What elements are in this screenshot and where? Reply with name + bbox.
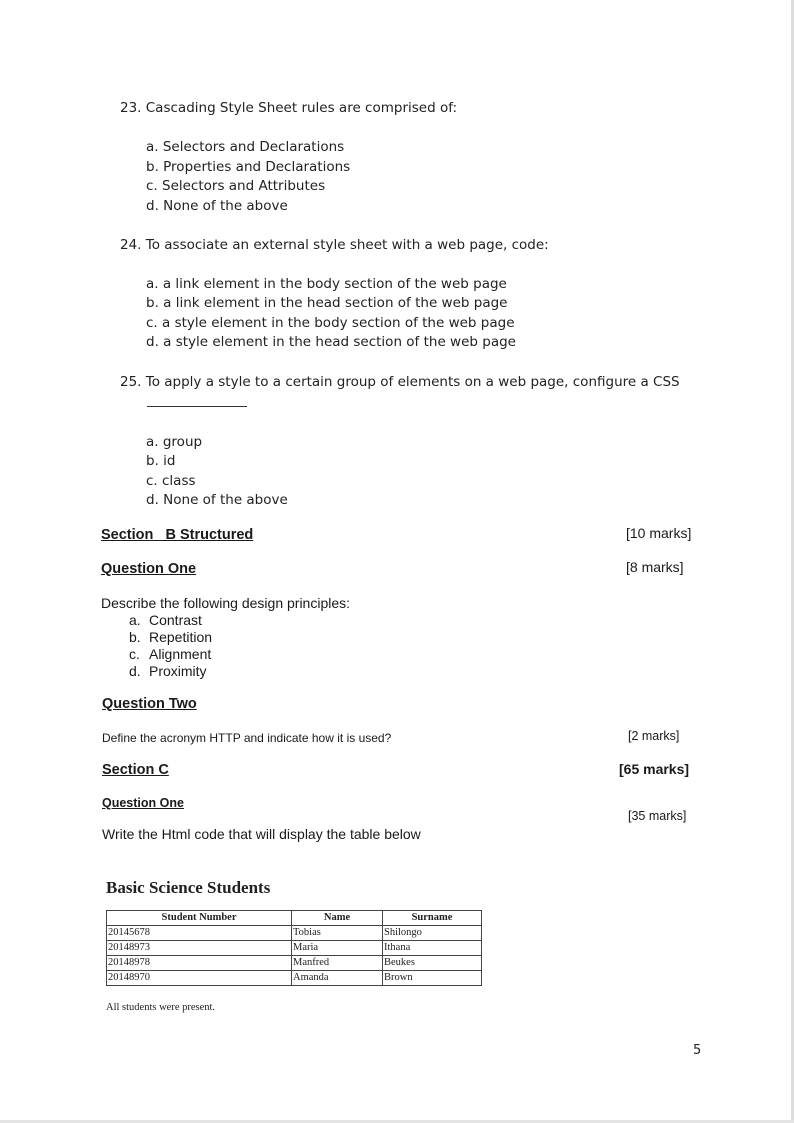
question-24: 24. To associate an external style sheet with a web page, code: xyxy=(120,237,549,253)
section-c-q1-heading: Question One xyxy=(102,796,184,810)
table-row xyxy=(107,956,482,971)
q24-option-d: d. a style element in the head section of the web page xyxy=(146,334,516,350)
q24-option-b: b. a link element in the head section of the web page xyxy=(146,295,508,311)
cell-surname: Shilongo xyxy=(383,926,482,941)
table-row xyxy=(107,926,482,941)
cell-name: Manfred xyxy=(292,956,383,971)
principle-b-marker: b. xyxy=(129,629,141,645)
section-c-q1-marks: [35 marks] xyxy=(628,809,687,823)
header-name: Name xyxy=(292,911,383,926)
q23-option-b: b. Properties and Declarations xyxy=(146,159,351,175)
cell-name: Amanda xyxy=(292,971,383,986)
header-student-number: Student Number xyxy=(107,911,292,926)
students-table xyxy=(106,910,482,986)
table-row xyxy=(107,941,482,956)
section-b-q2-marks: [2 marks] xyxy=(628,729,680,743)
section-c-q1-text: Write the Html code that will display the table below xyxy=(102,826,421,842)
section-b-heading: Section B Structured xyxy=(101,527,254,543)
principle-d-marker: d. xyxy=(129,663,141,679)
cell-student-number: 20145678 xyxy=(107,926,292,941)
section-b-q1-heading: Question One xyxy=(101,561,197,577)
cell-student-number: 20148978 xyxy=(107,956,292,971)
q25-option-d: d. None of the above xyxy=(146,492,288,508)
page-number: 5 xyxy=(693,1043,702,1058)
q24-option-a: a. a link element in the body section of the web page xyxy=(146,276,507,292)
q23-option-c: c. Selectors and Attributes xyxy=(146,178,326,194)
section-c-marks: [65 marks] xyxy=(619,761,690,777)
section-b-q2-heading: Question Two xyxy=(102,696,197,712)
principle-proximity: Proximity xyxy=(149,663,207,679)
section-b-q1-marks: [8 marks] xyxy=(626,559,684,575)
question-23: 23. Cascading Style Sheet rules are comprised of: xyxy=(120,100,458,116)
section-c-heading: Section C xyxy=(102,762,169,778)
q23-option-a: a. Selectors and Declarations xyxy=(146,139,345,155)
table-title: Basic Science Students xyxy=(106,878,271,897)
cell-name: Maria xyxy=(292,941,383,956)
section-b-marks: [10 marks] xyxy=(626,525,692,541)
section-b-q2-text: Define the acronym HTTP and indicate how it is used? xyxy=(102,731,392,745)
principle-contrast: Contrast xyxy=(149,612,202,628)
cell-surname: Brown xyxy=(383,971,482,986)
section-b-q1-text: Describe the following design principles: xyxy=(101,595,351,611)
principle-c-marker: c. xyxy=(129,646,140,662)
cell-student-number: 20148970 xyxy=(107,971,292,986)
question-25: 25. To apply a style to a certain group of elements on a web page, configure a CSS xyxy=(120,374,680,390)
cell-name: Tobias xyxy=(292,926,383,941)
cell-surname: Beukes xyxy=(383,956,482,971)
answer-blank xyxy=(147,406,247,407)
q25-option-b: b. id xyxy=(146,453,176,469)
principle-repetition: Repetition xyxy=(149,629,213,645)
header-surname: Surname xyxy=(383,911,482,926)
q23-option-d: d. None of the above xyxy=(146,198,288,214)
table-header-row xyxy=(107,911,482,926)
table-caption: All students were present. xyxy=(106,1002,216,1013)
table-row xyxy=(107,971,482,986)
principle-a-marker: a. xyxy=(129,612,141,628)
cell-surname: Ithana xyxy=(383,941,482,956)
cell-student-number: 20148973 xyxy=(107,941,292,956)
q25-option-c: c. class xyxy=(146,473,196,489)
q25-option-a: a. group xyxy=(146,434,203,450)
principle-alignment: Alignment xyxy=(149,646,212,662)
q24-option-c: c. a style element in the body section of the web page xyxy=(146,315,515,331)
